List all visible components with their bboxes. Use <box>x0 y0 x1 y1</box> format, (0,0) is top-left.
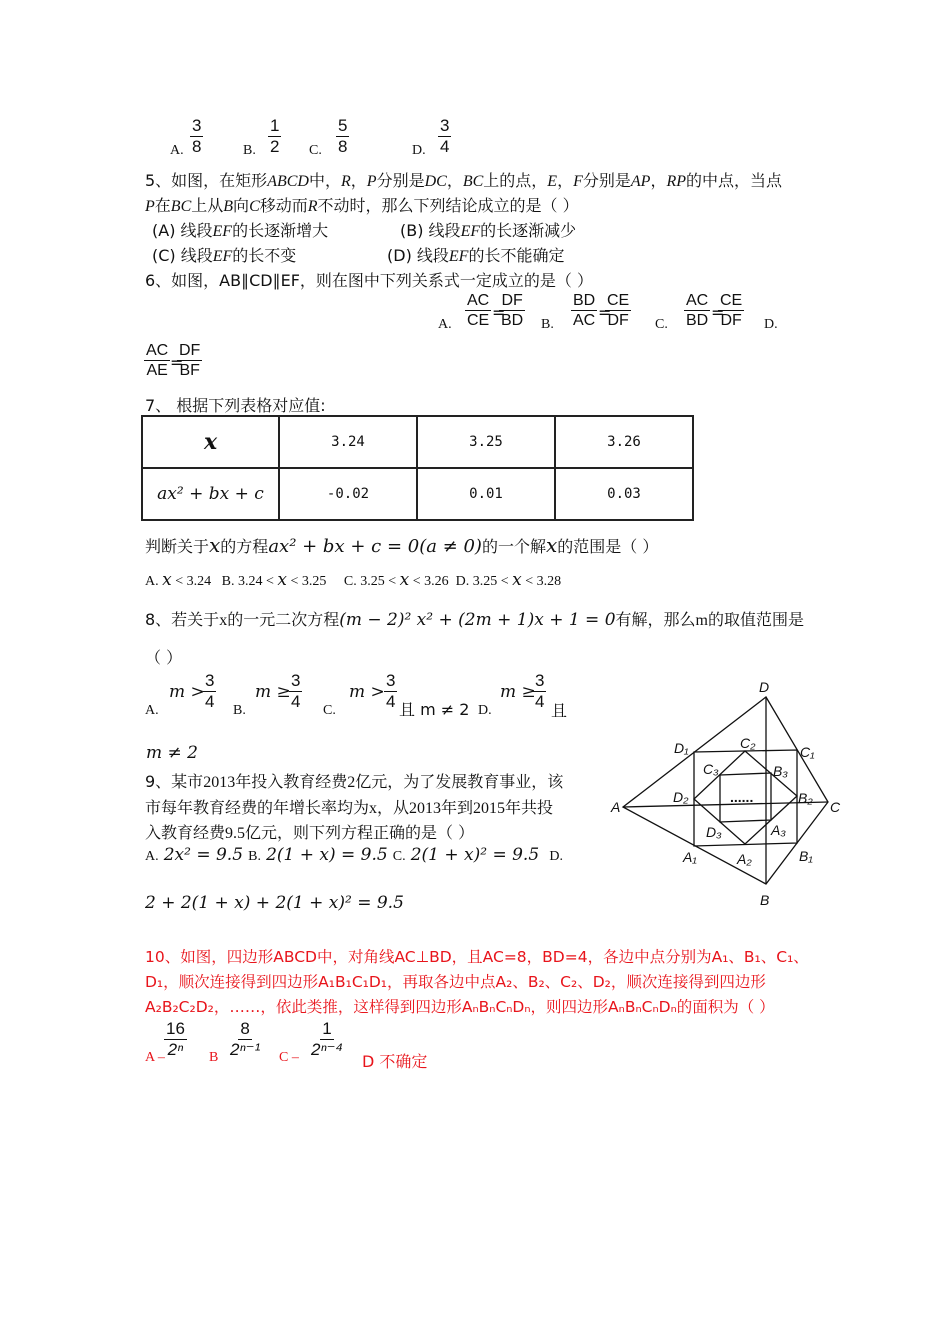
q5-t3: 分别是 <box>376 171 425 190</box>
q5-c-2: 的长不变 <box>232 246 297 265</box>
q9-line-2 <box>145 795 553 818</box>
q6-b-rn: CE <box>607 292 630 309</box>
q6-d-ld: AE <box>146 362 168 379</box>
q5-ap: AP <box>630 173 651 190</box>
q8-d-tail: 且 <box>551 701 568 720</box>
q10-c-den: 2ⁿ⁻⁴ <box>311 1040 343 1059</box>
label-a2: A₂ <box>737 851 752 867</box>
q7-a-pre: A. <box>145 574 163 589</box>
q7-a-x: x <box>162 570 172 590</box>
q6-c-rd: DF <box>720 312 742 329</box>
q6-b-right <box>605 291 631 330</box>
q7-opt-d <box>455 570 562 590</box>
q5-option-a <box>152 218 328 241</box>
q10-c-num: 1 <box>322 1019 332 1038</box>
q5-t8: 上从 <box>191 196 224 215</box>
label-d3: D₃ <box>706 824 722 840</box>
q7-value-table <box>141 415 694 521</box>
q8-d-frac <box>533 671 546 712</box>
q8-s1: 8、若关于 <box>145 610 220 629</box>
q7-equation: ax² + bx + c = 0(a ≠ 0) <box>268 536 482 557</box>
q9-option-d: 2 + 2(1 + x) + 2(1 + x)² = 9.5 <box>145 893 404 913</box>
q10-option-a-label: A – <box>145 1050 165 1065</box>
q6-b-left <box>571 291 597 330</box>
q4-option-d-fraction <box>438 116 451 157</box>
q5-r: R <box>340 173 351 190</box>
q4-option-d-label: D. <box>412 143 426 158</box>
q8-c-num: 3 <box>386 671 396 690</box>
nested-quadrilateral-figure <box>608 676 848 912</box>
ellipsis-dots: ...... <box>730 789 754 805</box>
q6-b-ln: BD <box>573 292 596 309</box>
label-c3: C₃ <box>703 761 719 777</box>
label-a3: A₃ <box>771 822 786 838</box>
q9-b-label: B. <box>248 849 261 864</box>
q9-amount-1: 2 <box>347 774 356 791</box>
q7-options <box>145 570 561 590</box>
q6-b-rd: DF <box>607 312 629 329</box>
q7-b-pre: B. 3.24 < <box>221 574 278 589</box>
q10-b-den: 2ⁿ⁻¹ <box>230 1040 261 1059</box>
q5-t7: 在 <box>154 196 171 215</box>
q8-stem <box>145 607 804 630</box>
q5-sep4: ， <box>650 171 667 190</box>
q6-a-rn: DF <box>501 292 523 309</box>
q7-c-x: x <box>399 570 410 590</box>
q7-b-post: < 3.25 <box>286 574 327 589</box>
q5-line-1 <box>145 168 782 191</box>
q7-j3: 的一个解 <box>481 537 546 556</box>
q4-b-num: 1 <box>270 116 280 135</box>
q8-b-frac <box>289 671 302 712</box>
q8-a-frac <box>203 671 216 712</box>
q6-option-d-label: D. <box>764 317 778 332</box>
q9-b: 年投入教育经费 <box>235 772 348 791</box>
q9-d: 市每年教育经费的年增长率均为 <box>145 798 370 817</box>
q6-c-ln: AC <box>686 292 709 309</box>
q7-opt-b <box>221 570 327 590</box>
q9-year-2: 2013 <box>409 800 442 817</box>
q5-a-2: 的长逐渐增大 <box>232 221 329 240</box>
q7-x2: x <box>545 533 558 557</box>
q4-a-den: 8 <box>192 137 202 156</box>
q5-option-d <box>387 243 564 266</box>
q9-option-a: 2x² = 9.5 <box>163 845 244 865</box>
q9-d-label: D. <box>549 849 563 864</box>
q7-j1: 判断关于 <box>145 537 210 556</box>
label-b2: B₂ <box>798 790 813 806</box>
q9-f: 年到 <box>441 798 474 817</box>
q7-judge-line <box>145 533 658 557</box>
q6-c-right <box>718 291 744 330</box>
q9-line-3 <box>145 820 474 843</box>
label-b1: B₁ <box>799 848 813 864</box>
q8-d-den: 4 <box>535 692 545 711</box>
q10-b-num: 8 <box>240 1019 250 1038</box>
q5-f: F <box>573 173 583 190</box>
q8-s3: 有解，那么 <box>615 610 696 629</box>
q4-b-den: 2 <box>270 137 280 156</box>
q5-t5: 分别是 <box>582 171 631 190</box>
label-d1: D₁ <box>674 740 689 756</box>
q10-b-frac <box>228 1019 262 1060</box>
q5-c-1: (C) 线段 <box>152 246 213 265</box>
q7-j4: 的范围是（ ） <box>557 537 659 556</box>
q6-option-a-label: A. <box>438 317 452 332</box>
table-cell: 3.24 <box>279 416 417 468</box>
q4-c-num: 5 <box>338 116 348 135</box>
table-cell: 3.26 <box>555 416 693 468</box>
q6-b-eq: = <box>598 303 612 322</box>
q9-a: 9、某市 <box>145 772 204 791</box>
q8-option-a-label: A. <box>145 703 159 718</box>
q7-a-post: < 3.24 <box>171 574 212 589</box>
q8-x: x <box>219 612 228 629</box>
q10-a-frac <box>164 1019 187 1060</box>
q8-a-lhs: m > <box>169 682 205 702</box>
q8-c-tail: 且 m ≠ 2 <box>399 700 470 719</box>
q5-t9: 向 <box>233 196 250 215</box>
q4-option-b-label: B. <box>243 143 256 158</box>
q5-line-2 <box>145 193 579 216</box>
q4-a-num: 3 <box>192 116 202 135</box>
q4-option-c-label: C. <box>309 143 322 158</box>
q6-d-ln: AC <box>146 342 169 359</box>
q9-line-1 <box>145 769 563 792</box>
q6-a-eq: = <box>492 303 506 322</box>
q5-t6: 的中点，当点 <box>686 171 783 190</box>
q6-a-rd: BD <box>501 312 524 329</box>
q6-d-left <box>144 341 170 380</box>
q10-a-num: 16 <box>166 1019 185 1038</box>
q10-c-frac <box>309 1019 345 1060</box>
q7-c-post: < 3.26 <box>409 574 449 589</box>
table-cell-expr-header <box>142 468 279 520</box>
q6-a-ld: CE <box>467 312 490 329</box>
q6-a-left <box>465 291 491 330</box>
q5-sep1: ， <box>350 171 367 190</box>
q5-a-ef: EF <box>212 223 233 240</box>
q8-s4: 的取值范围是 <box>708 610 805 629</box>
q9-amount-2: 9.5 <box>225 825 246 842</box>
q7-d-post: < 3.28 <box>521 574 562 589</box>
q10-line-3: A₂B₂C₂D₂，……，依此类推，这样得到四边形AₙBₙCₙDₙ，则四边形AₙBₙCₙDₙ的面积为（ ） <box>145 998 775 1016</box>
q4-d-num: 3 <box>440 116 450 135</box>
q7-d-pre: D. 3.25 < <box>455 574 513 589</box>
q8-option-d-label: D. <box>478 703 492 718</box>
q5-bc2: BC <box>170 198 192 215</box>
q7-d-x: x <box>512 570 522 590</box>
q5-t10: 移动而 <box>259 196 308 215</box>
q8-option-c-label: C. <box>323 703 336 718</box>
table-cell: 3.25 <box>417 416 555 468</box>
q8-c-lhs: m > <box>349 682 385 702</box>
q5-t1: 5、如图，在矩形 <box>145 171 268 190</box>
q5-sep2: ， <box>446 171 463 190</box>
q5-option-c <box>152 243 296 266</box>
label-d2: D₂ <box>673 789 689 805</box>
q5-d-ef: EF <box>448 248 469 265</box>
q8-b-den: 4 <box>291 692 301 711</box>
q7-opt-c <box>343 570 449 590</box>
q5-b: B <box>223 198 234 215</box>
table-row <box>142 416 693 468</box>
q4-option-a-label: A. <box>170 143 184 158</box>
q4-option-a-fraction <box>190 116 203 157</box>
q5-bc: BC <box>462 173 484 190</box>
q8-c-den: 4 <box>386 692 396 711</box>
q8-a-num: 3 <box>205 671 215 690</box>
q6-a-ln: AC <box>467 292 490 309</box>
q9-g: 年共投 <box>505 798 554 817</box>
label-b: B <box>760 892 770 908</box>
q8-paren: （ ） <box>145 648 183 667</box>
q5-option-b <box>400 218 576 241</box>
q5-abcd: ABCD <box>267 173 309 190</box>
q9-year-3: 2015 <box>473 800 506 817</box>
table-cell: 0.03 <box>555 468 693 520</box>
q8-d-num: 3 <box>535 671 545 690</box>
q7-stem: 7、 根据下列表格对应值: <box>145 396 326 415</box>
q6-d-right <box>177 341 202 380</box>
q8-equation: (m − 2)² x² + (2m + 1)x + 1 = 0 <box>339 610 616 630</box>
q10-option-d: D 不确定 <box>362 1052 428 1071</box>
q4-option-c-fraction <box>336 116 349 157</box>
q8-m: m <box>695 612 708 629</box>
label-d: D <box>759 679 770 695</box>
q8-a-den: 4 <box>205 692 215 711</box>
q6-c-rn: CE <box>720 292 743 309</box>
label-a: A <box>611 799 621 815</box>
q8-d-continued: m ≠ 2 <box>146 743 198 763</box>
q4-d-den: 4 <box>440 137 450 156</box>
q5-e: E <box>547 173 558 190</box>
q6-c-ld: BD <box>686 312 709 329</box>
q10-a-den: 2ⁿ <box>167 1040 184 1059</box>
q7-c-pre: C. 3.25 < <box>343 574 400 589</box>
q8-d-lhs: m ≥ <box>500 682 536 702</box>
q9-option-b: 2(1 + x) = 9.5 <box>266 845 388 865</box>
q5-c: C <box>249 198 260 215</box>
q8-b-num: 3 <box>291 671 301 690</box>
q6-option-c-label: C. <box>655 317 668 332</box>
q8-c-frac <box>384 671 397 712</box>
q7-j2: 的方程 <box>220 537 269 556</box>
table-cell: 0.01 <box>417 468 555 520</box>
q9-option-c: 2(1 + x)² = 9.5 <box>410 845 540 865</box>
table-row <box>142 468 693 520</box>
q9-year-1: 2013 <box>203 774 236 791</box>
label-b3: B₃ <box>773 763 788 779</box>
q6-d-rd: BF <box>179 362 200 379</box>
q5-d-1: (D) 线段 <box>387 246 449 265</box>
q4-option-b-fraction <box>268 116 281 157</box>
table-cell-x-header <box>142 416 279 468</box>
q8-s2: 的一元二次方程 <box>227 610 340 629</box>
q5-r2: R <box>307 198 318 215</box>
q10-line-1: 10、如图，四边形ABCD中，对角线AC⊥BD，且AC=8，BD=4，各边中点分别为A₁、B₁、C₁、 <box>145 948 809 966</box>
x-symbol: x <box>203 429 218 455</box>
q7-x1: x <box>209 533 221 557</box>
q6-option-b-label: B. <box>541 317 554 332</box>
q9-i: 亿元，则下列方程正确的是（ ） <box>245 823 475 842</box>
q4-c-den: 8 <box>338 137 348 156</box>
label-c2: C₂ <box>740 735 756 751</box>
q5-b-2: 的长逐渐减少 <box>480 221 577 240</box>
q5-p2: P <box>145 198 155 215</box>
q9-options-row <box>145 845 563 865</box>
q7-opt-a <box>145 570 212 590</box>
q6-c-eq: = <box>711 303 725 322</box>
quadratic-expression: ax² + bx + c <box>157 484 264 504</box>
q9-x: x <box>369 800 378 817</box>
q7-b-x: x <box>277 570 287 590</box>
q5-t11: 不动时，那么下列结论成立的是（ ） <box>317 196 579 215</box>
q9-a-label: A. <box>145 849 159 864</box>
q5-t2: 中， <box>308 171 341 190</box>
label-c: C <box>830 799 841 815</box>
q6-d-eq: = <box>170 353 184 372</box>
q5-p: P <box>366 173 377 190</box>
q5-b-ef: EF <box>460 223 481 240</box>
q5-a-1: (A) 线段 <box>152 221 213 240</box>
q6-c-left <box>684 291 710 330</box>
q6-d-rn: DF <box>179 342 201 359</box>
q8-b-lhs: m ≥ <box>255 682 291 702</box>
q5-rp: RP <box>666 173 686 190</box>
q9-h: 入教育经费 <box>145 823 226 842</box>
q5-dc: DC <box>424 173 447 190</box>
label-c1: C₁ <box>800 744 815 760</box>
q5-d-2: 的长不能确定 <box>468 246 565 265</box>
table-cell: -0.02 <box>279 468 417 520</box>
q5-b-1: (B) 线段 <box>400 221 461 240</box>
label-a1: A₁ <box>683 849 697 865</box>
q9-c: 亿元，为了发展教育事业，该 <box>355 772 564 791</box>
q10-line-2: D₁，顺次连接得到四边形A₁B₁C₁D₁，再取各边中点A₂、B₂、C₂、D₂，顺次连接得到四边形 <box>145 973 766 991</box>
q9-c-label: C. <box>392 849 406 864</box>
q9-e: ，从 <box>377 798 410 817</box>
q5-t4: 上的点， <box>483 171 548 190</box>
q6-stem: 6、如图，AB∥CD∥EF，则在图中下列关系式一定成立的是（ ） <box>145 271 593 290</box>
q5-sep3: ， <box>557 171 574 190</box>
q10-option-b-label: B <box>209 1050 219 1065</box>
q6-b-ld: AC <box>573 312 596 329</box>
q5-c-ef: EF <box>212 248 233 265</box>
q6-a-right <box>499 291 525 330</box>
q8-option-b-label: B. <box>233 703 246 718</box>
q10-option-c-label: C – <box>279 1050 299 1065</box>
